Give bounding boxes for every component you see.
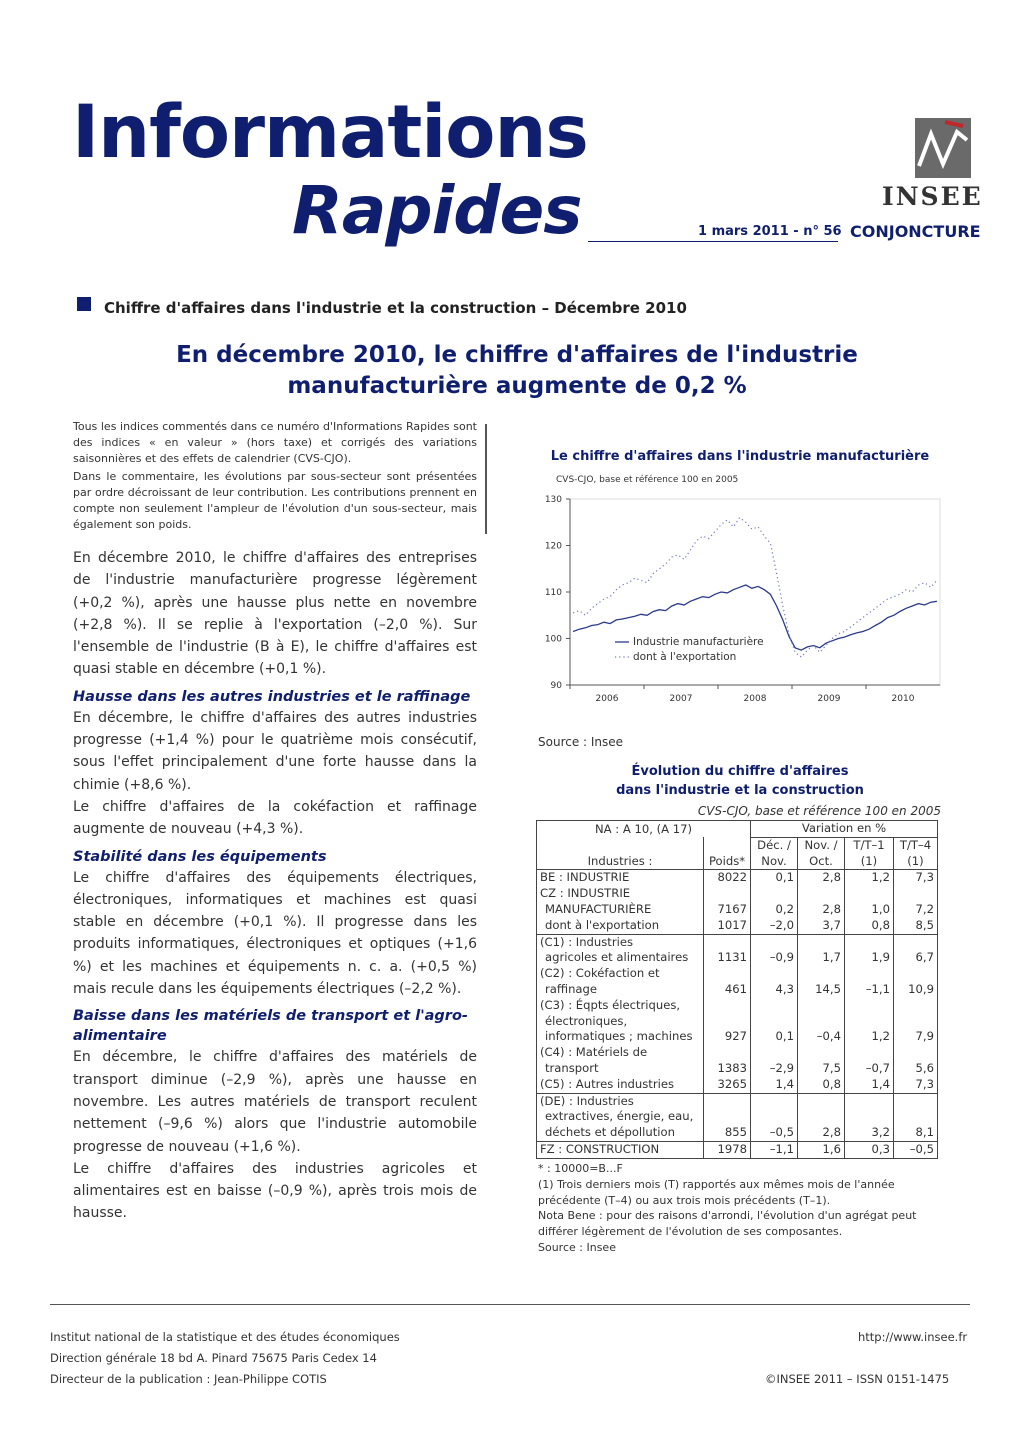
row-label: électroniques,	[537, 1014, 704, 1030]
row-tt1: –1,1	[845, 982, 894, 998]
table-row	[537, 1061, 938, 1077]
row-tt1: 0,3	[845, 1141, 894, 1158]
table-title-line: dans l'industrie et la construction	[616, 783, 864, 798]
footer-rule	[50, 1304, 970, 1305]
paragraph: Le chiffre d'affaires des équipements électriques, électroniques, informatiques et machines est quasi stable en décembre (+0,1 %). Il progresse dans les produits informatiques, électroniques et optiques (+1,6 %) et les machines et équipements n. c. a. (+0,5 %) mais recule dans les équipements électriques (–2,2 %).	[73, 869, 477, 998]
row-label: CZ : INDUSTRIE	[537, 886, 704, 902]
table-row	[537, 934, 938, 950]
issue-date: 1 mars 2011 - n° 56	[698, 224, 842, 239]
y-tick-label: 130	[544, 495, 562, 505]
row-dec: –0,9	[751, 950, 798, 966]
header-tt4-2: (1)	[894, 854, 938, 870]
section-heading: Baisse dans les matériels de transport et l'agro-alimentaire	[73, 1008, 468, 1045]
header-tt4: T/T–4	[894, 837, 938, 853]
row-tt4: 7,3	[894, 1077, 938, 1093]
intro-box	[73, 419, 477, 535]
footer-address: Direction générale 18 bd A. Pinard 75675 Paris Cedex 14	[50, 1351, 377, 1365]
footer-director: Directeur de la publication : Jean-Philippe COTIS	[50, 1372, 327, 1386]
row-poids: 855	[704, 1125, 751, 1141]
row-dec: 4,3	[751, 982, 798, 998]
table-row	[537, 998, 938, 1014]
table-row	[537, 950, 938, 966]
insee-logo-text: INSEE	[882, 182, 983, 211]
row-poids: 1383	[704, 1061, 751, 1077]
data-table	[536, 820, 938, 1159]
row-label: agricoles et alimentaires	[537, 950, 704, 966]
x-tick-label: 2006	[595, 694, 619, 704]
table-row	[537, 1014, 938, 1030]
row-poids: 927	[704, 1029, 751, 1045]
row-label: transport	[537, 1061, 704, 1077]
series-label: CONJONCTURE	[850, 222, 981, 241]
row-tt4: 6,7	[894, 950, 938, 966]
row-label: FZ : CONSTRUCTION	[537, 1141, 704, 1158]
x-tick-label: 2009	[817, 694, 841, 704]
row-label: informatiques ; machines	[537, 1029, 704, 1045]
row-label: (C4) : Matériels de	[537, 1045, 704, 1061]
brand-subtitle: Rapides	[292, 172, 582, 249]
table-footnotes	[538, 1161, 938, 1256]
table-row	[537, 1077, 938, 1093]
table-row	[537, 870, 938, 886]
row-dec: 0,1	[751, 870, 798, 886]
y-tick-label: 110	[544, 588, 562, 598]
paragraph: En décembre, le chiffre d'affaires des matériels de transport diminue (–2,9 %), après une hausse en novembre. Les autres matériels de transport reculent nettement (–9,6 %) alors que l'industrie automobile progresse de nouveau (+1,6 %).	[73, 1049, 477, 1155]
row-tt1: 3,2	[845, 1125, 894, 1141]
header-na: NA : A 10, (A 17)	[537, 821, 751, 838]
brand-title: Informations	[72, 90, 588, 175]
header-tt1-2: (1)	[845, 854, 894, 870]
paragraph: En décembre, le chiffre d'affaires des autres industries progresse (+1,4 %) pour le quatrième mois consécutif, sous l'effet principalement d'une forte hausse dans la chimie (+8,6 %).	[73, 709, 477, 793]
footnote: Nota Bene : pour des raisons d'arrondi, l'évolution d'un agrégat peut différer légèrement de l'évolution de ses composantes.	[538, 1209, 917, 1239]
row-dec: 1,4	[751, 1077, 798, 1093]
plot-area	[570, 499, 940, 685]
row-tt4: 7,3	[894, 870, 938, 886]
row-poids: 7167	[704, 902, 751, 918]
row-tt1: 0,8	[845, 918, 894, 934]
row-nov: 3,7	[798, 918, 845, 934]
row-nov: 7,5	[798, 1061, 845, 1077]
row-poids: 3265	[704, 1077, 751, 1093]
row-tt4: 8,5	[894, 918, 938, 934]
table-row	[537, 902, 938, 918]
row-nov: 1,7	[798, 950, 845, 966]
legend-label: dont à l'exportation	[633, 651, 737, 663]
table-row	[537, 1125, 938, 1141]
row-dec: 0,1	[751, 1029, 798, 1045]
row-poids: 8022	[704, 870, 751, 886]
table-row	[537, 1029, 938, 1045]
footer-url-link[interactable]: http://www.insee.fr	[858, 1330, 968, 1344]
row-tt4: –0,5	[894, 1141, 938, 1158]
chart-note: CVS-CJO, base et référence 100 en 2005	[556, 475, 739, 485]
row-dec: –0,5	[751, 1125, 798, 1141]
row-nov: 2,8	[798, 902, 845, 918]
row-poids: 1017	[704, 918, 751, 934]
table-title-line: Évolution du chiffre d'affaires	[631, 764, 849, 779]
table-row	[537, 1045, 938, 1061]
footnote: * : 10000=B...F	[538, 1162, 623, 1175]
table-row	[537, 886, 938, 902]
line-chart	[530, 487, 950, 717]
table-row	[537, 1093, 938, 1109]
row-dec: 0,2	[751, 902, 798, 918]
row-tt1: 1,4	[845, 1077, 894, 1093]
row-tt1: –0,7	[845, 1061, 894, 1077]
row-dec: –2,9	[751, 1061, 798, 1077]
header-industries: Industries :	[537, 854, 704, 870]
row-tt1: 1,2	[845, 1029, 894, 1045]
row-nov: 2,8	[798, 1125, 845, 1141]
row-poids: 461	[704, 982, 751, 998]
row-tt4: 10,9	[894, 982, 938, 998]
row-label: raffinage	[537, 982, 704, 998]
header-nov: Nov. /	[798, 837, 845, 853]
intro-paragraph: Tous les indices commentés dans ce numéro d'Informations Rapides sont des indices « en valeur » (hors taxe) et corrigés des variations saisonnières et des effets de calendrier (CVS-CJO).	[73, 420, 477, 465]
paragraph: En décembre 2010, le chiffre d'affaires des entreprises de l'industrie manufacturière progresse légèrement (+0,2 %), après une hausse plus nette en novembre (+2,8 %). Il se replie à l'exportation (–2,0 %). Sur l'ensemble de l'industrie (B à E), le chiffre d'affaires est quasi stable en décembre (+0,1 %).	[73, 550, 477, 678]
table-row	[537, 918, 938, 934]
row-nov: 2,8	[798, 870, 845, 886]
header-nov-2: Oct.	[798, 854, 845, 870]
header-variation: Variation en %	[751, 821, 938, 838]
y-tick-label: 120	[544, 541, 562, 552]
paragraph: Le chiffre d'affaires de la cokéfaction et raffinage augmente de nouveau (+4,3 %).	[73, 798, 477, 838]
headline: En décembre 2010, le chiffre d'affaires de l'industrie manufacturière augmente de 0,2 %	[176, 342, 858, 399]
header-poids: Poids*	[704, 854, 751, 870]
table-row	[537, 1109, 938, 1125]
y-tick-label: 100	[544, 634, 562, 645]
header-rule	[588, 241, 838, 242]
row-nov: 14,5	[798, 982, 845, 998]
table-title	[540, 762, 940, 800]
row-tt4: 7,2	[894, 902, 938, 918]
footnote: Source : Insee	[538, 1240, 616, 1254]
footer-copyright: ©INSEE 2011 – ISSN 0151-1475	[765, 1372, 950, 1386]
row-label: (C3) : Éqpts électriques,	[537, 998, 704, 1014]
section-heading: Hausse dans les autres industries et le raffinage	[73, 688, 471, 705]
row-dec: –1,1	[751, 1141, 798, 1158]
header-dec: Déc. /	[751, 837, 798, 853]
row-label: déchets et dépollution	[537, 1125, 704, 1141]
row-tt1: 1,0	[845, 902, 894, 918]
revenue-table	[536, 820, 938, 1159]
row-label: BE : INDUSTRIE	[537, 870, 704, 886]
kicker: Chiffre d'affaires dans l'industrie et la construction – Décembre 2010	[104, 299, 687, 317]
paragraph: Le chiffre d'affaires des industries agricoles et alimentaires est en baisse (–0,9 %), après trois mois de hausse.	[73, 1160, 477, 1222]
row-nov: –0,4	[798, 1029, 845, 1045]
row-label: (C2) : Cokéfaction et	[537, 966, 704, 982]
x-tick-label: 2008	[743, 694, 767, 704]
kicker-square-icon	[77, 297, 91, 311]
intro-side-bar	[485, 424, 487, 534]
x-tick-label: 2010	[891, 694, 915, 704]
row-label: (C1) : Industries	[537, 934, 704, 950]
row-label: (DE) : Industries	[537, 1093, 704, 1109]
row-tt4: 7,9	[894, 1029, 938, 1045]
y-tick-label: 90	[550, 681, 562, 691]
chart-title: Le chiffre d'affaires dans l'industrie manufacturière	[550, 449, 930, 464]
footer-institute: Institut national de la statistique et des études économiques	[50, 1330, 400, 1344]
table-row	[537, 1141, 938, 1158]
header-dec-2: Nov.	[751, 854, 798, 870]
table-row	[537, 966, 938, 982]
row-tt1: 1,2	[845, 870, 894, 886]
table-row	[537, 982, 938, 998]
chart-source: Source : Insee	[538, 735, 624, 749]
row-nov: 1,6	[798, 1141, 845, 1158]
row-nov: 0,8	[798, 1077, 845, 1093]
row-label: MANUFACTURIÈRE	[537, 902, 704, 918]
row-poids: 1131	[704, 950, 751, 966]
row-tt4: 8,1	[894, 1125, 938, 1141]
x-tick-label: 2007	[669, 694, 693, 704]
row-label: dont à l'exportation	[537, 918, 704, 934]
row-tt1: 1,9	[845, 950, 894, 966]
footnote: (1) Trois derniers mois (T) rapportés aux mêmes mois de l'année précédente (T–4) ou aux trois mois précédents (T–1).	[538, 1177, 895, 1207]
row-dec: –2,0	[751, 918, 798, 934]
row-label: extractives, énergie, eau,	[537, 1109, 704, 1125]
section-heading: Stabilité dans les équipements	[73, 848, 327, 865]
article-body	[73, 547, 477, 1225]
header-tt1: T/T–1	[845, 837, 894, 853]
row-tt4: 5,6	[894, 1061, 938, 1077]
legend-label: Industrie manufacturière	[633, 636, 764, 648]
table-note: CVS-CJO, base et référence 100 en 2005	[697, 804, 941, 818]
intro-paragraph: Dans le commentaire, les évolutions par sous-secteur sont présentées par ordre décroissant de leur contribution. Les contributions prennent en compte non seulement l'ampleur de l'évolution d'un sous-secteur, mais également son poids.	[73, 470, 477, 531]
row-poids: 1978	[704, 1141, 751, 1158]
row-label: (C5) : Autres industries	[537, 1077, 704, 1093]
insee-logo-icon	[905, 116, 973, 180]
